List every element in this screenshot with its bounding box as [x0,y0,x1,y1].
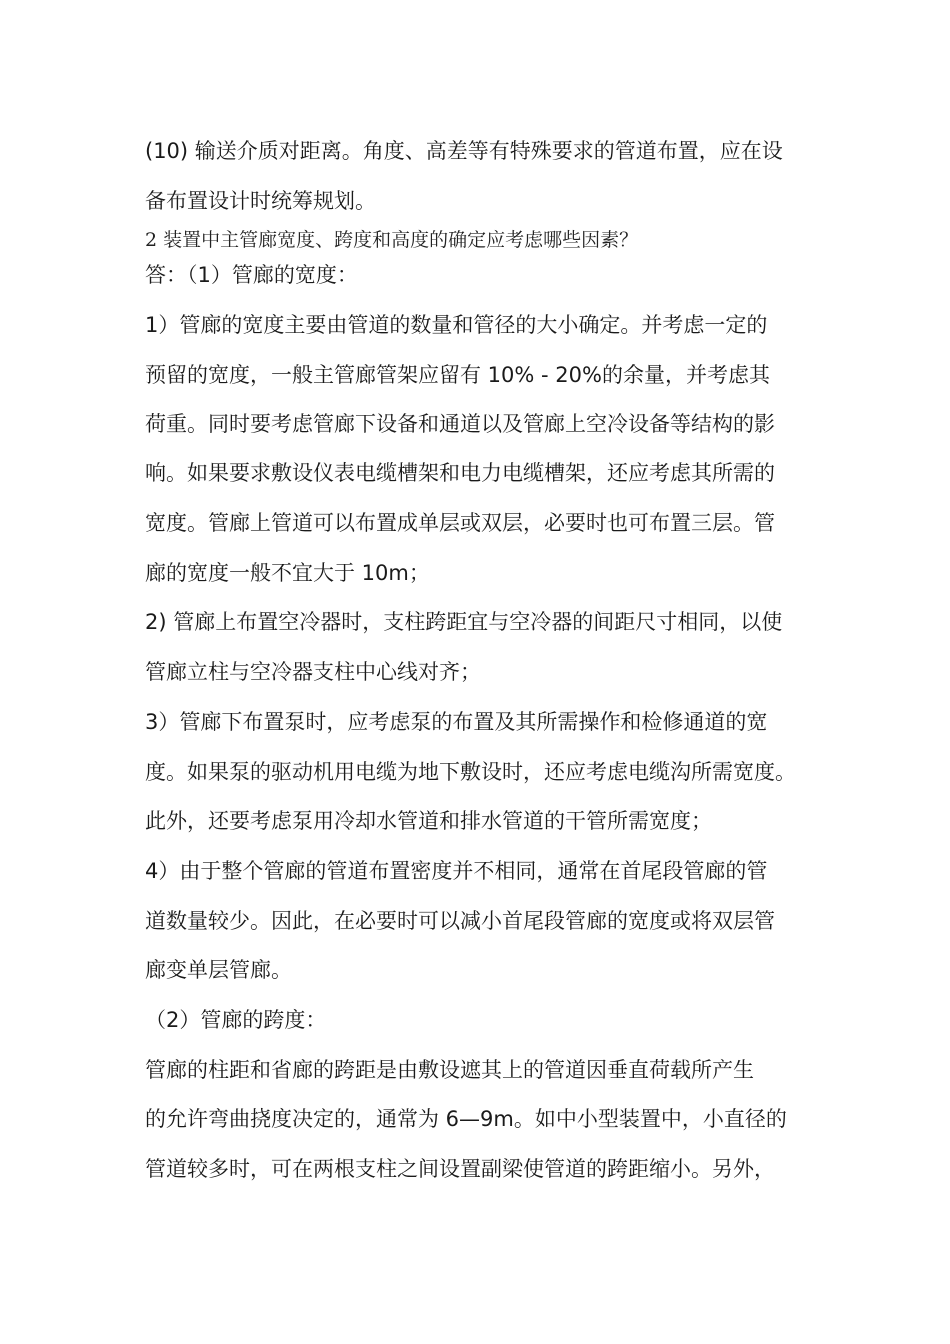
text-line-1: (10) 输送介质对距离。角度、高差等有特殊要求的管道布置，应在设 [145,139,783,163]
text-line-22: 管道较多时，可在两根支柱之间设置副梁使管道的跨距缩小。另外， [145,1157,775,1181]
answer-heading: 答：（1）管廊的宽度： [145,263,358,287]
text-line-11: 2) 管廊上布置空冷器时，支柱跨距宜与空冷器的间距尺寸相同，以使 [145,610,783,634]
text-line-6: 预留的宽度，一般主管廊管架应留有 10% - 20%的余量，并考虑其 [145,363,770,387]
text-line-9: 宽度。管廊上管道可以布置成单层或双层，必要时也可布置三层。管 [145,511,775,535]
text-line-18: 廊变单层管廊。 [145,958,292,982]
text-line-14: 度。如果泵的驱动机用电缆为地下敷设时，还应考虑电缆沟所需宽度。 [145,760,796,784]
section-heading-span: （2）管廊的跨度： [145,1008,327,1032]
text-line-15: 此外，还要考虑泵用冷却水管道和排水管道的干管所需宽度； [145,809,712,833]
text-line-8: 响。如果要求敷设仪表电缆槽架和电力电缆槽架，还应考虑其所需的 [145,461,775,485]
text-line-2: 备布置设计时统筹规划。 [145,189,376,213]
text-line-10: 廊的宽度一般不宜大于 10m； [145,561,430,585]
text-line-21: 的允许弯曲挠度决定的，通常为 6—9m。如中小型装置中，小直径的 [145,1107,787,1131]
text-line-20: 管廊的柱距和省廊的跨距是由敷设遮其上的管道因垂直荷载所产生 [145,1058,754,1082]
text-line-13: 3）管廊下布置泵时，应考虑泵的布置及其所需操作和检修通道的宽 [145,710,768,734]
question-heading: 2 装置中主管廊宽度、跨度和高度的确定应考虑哪些因素？ [145,229,639,251]
text-line-17: 道数量较少。因此，在必要时可以减小首尾段管廊的宽度或将双层管 [145,909,775,933]
text-line-16: 4）由于整个管廊的管道布置密度并不相同，通常在首尾段管廊的管 [145,859,768,883]
text-line-12: 管廊立柱与空冷器支柱中心线对齐； [145,660,481,684]
text-line-7: 荷重。同时要考虑管廊下设备和通道以及管廊上空冷设备等结构的影 [145,412,775,436]
text-line-5: 1）管廊的宽度主要由管道的数量和管径的大小确定。并考虑一定的 [145,313,768,337]
